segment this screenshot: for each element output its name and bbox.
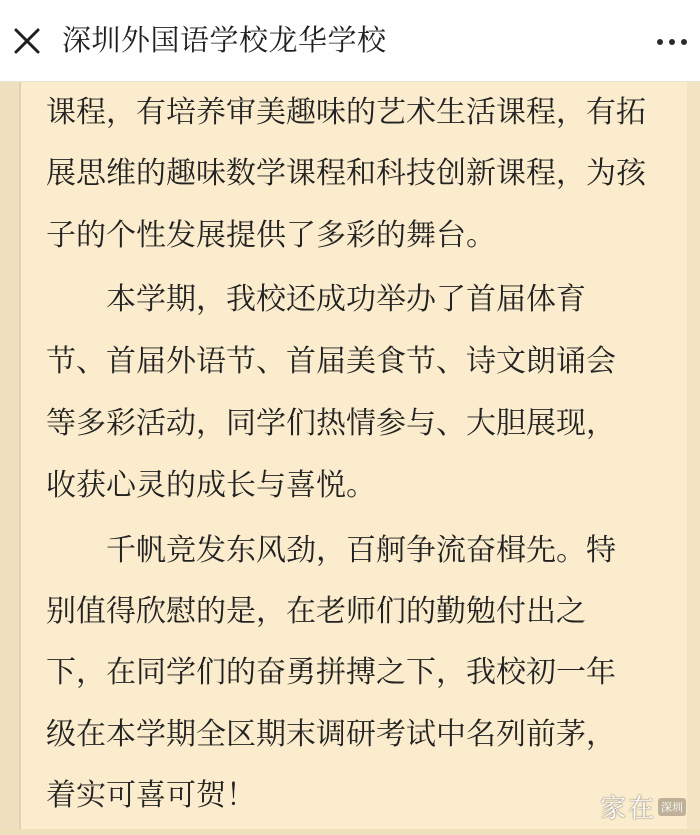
article-content[interactable] (0, 82, 700, 835)
article-line: 课程，有培养审美趣味的艺术生活课程，有拓 (46, 95, 646, 130)
article-line: 下，在同学们的奋勇拼搏之下，我校初一年 (46, 655, 616, 690)
bottom-strip (0, 829, 700, 835)
article-line: 等多彩活动，同学们热情参与、大胆展现， (46, 406, 616, 441)
top-bar (0, 0, 700, 82)
article-line: 着实可喜可贺！ (46, 778, 256, 813)
article-line: 展思维的趣味数学课程和科技创新课程，为孩 (46, 156, 646, 191)
watermark-text: 家在 (599, 794, 656, 824)
right-margin-strip (687, 82, 700, 835)
article-line: 千帆竞发东风劲，百舸争流奋楫先。特 (106, 533, 616, 568)
left-margin-strip (0, 82, 19, 835)
page-title: 深圳外国语学校龙华学校 (62, 23, 387, 57)
watermark-badge: 深圳 (658, 798, 686, 816)
article-line: 收获心灵的成长与喜悦。 (46, 468, 376, 503)
close-icon (13, 27, 41, 55)
watermark-logo (600, 788, 686, 825)
article-line: 子的个性发展提供了多彩的舞台。 (46, 218, 496, 253)
left-margin-edge (19, 82, 21, 835)
close-button[interactable] (8, 20, 46, 62)
article-line: 本学期，我校还成功举办了首届体育 (106, 282, 586, 317)
article-line: 别值得欣慰的是，在老师们的勤勉付出之 (46, 594, 586, 629)
more-button[interactable] (650, 24, 694, 60)
article-line: 级在本学期全区期末调研考试中名列前茅， (46, 717, 616, 752)
more-dots-icon (657, 39, 687, 45)
article-line: 节、首届外语节、首届美食节、诗文朗诵会 (46, 344, 616, 379)
